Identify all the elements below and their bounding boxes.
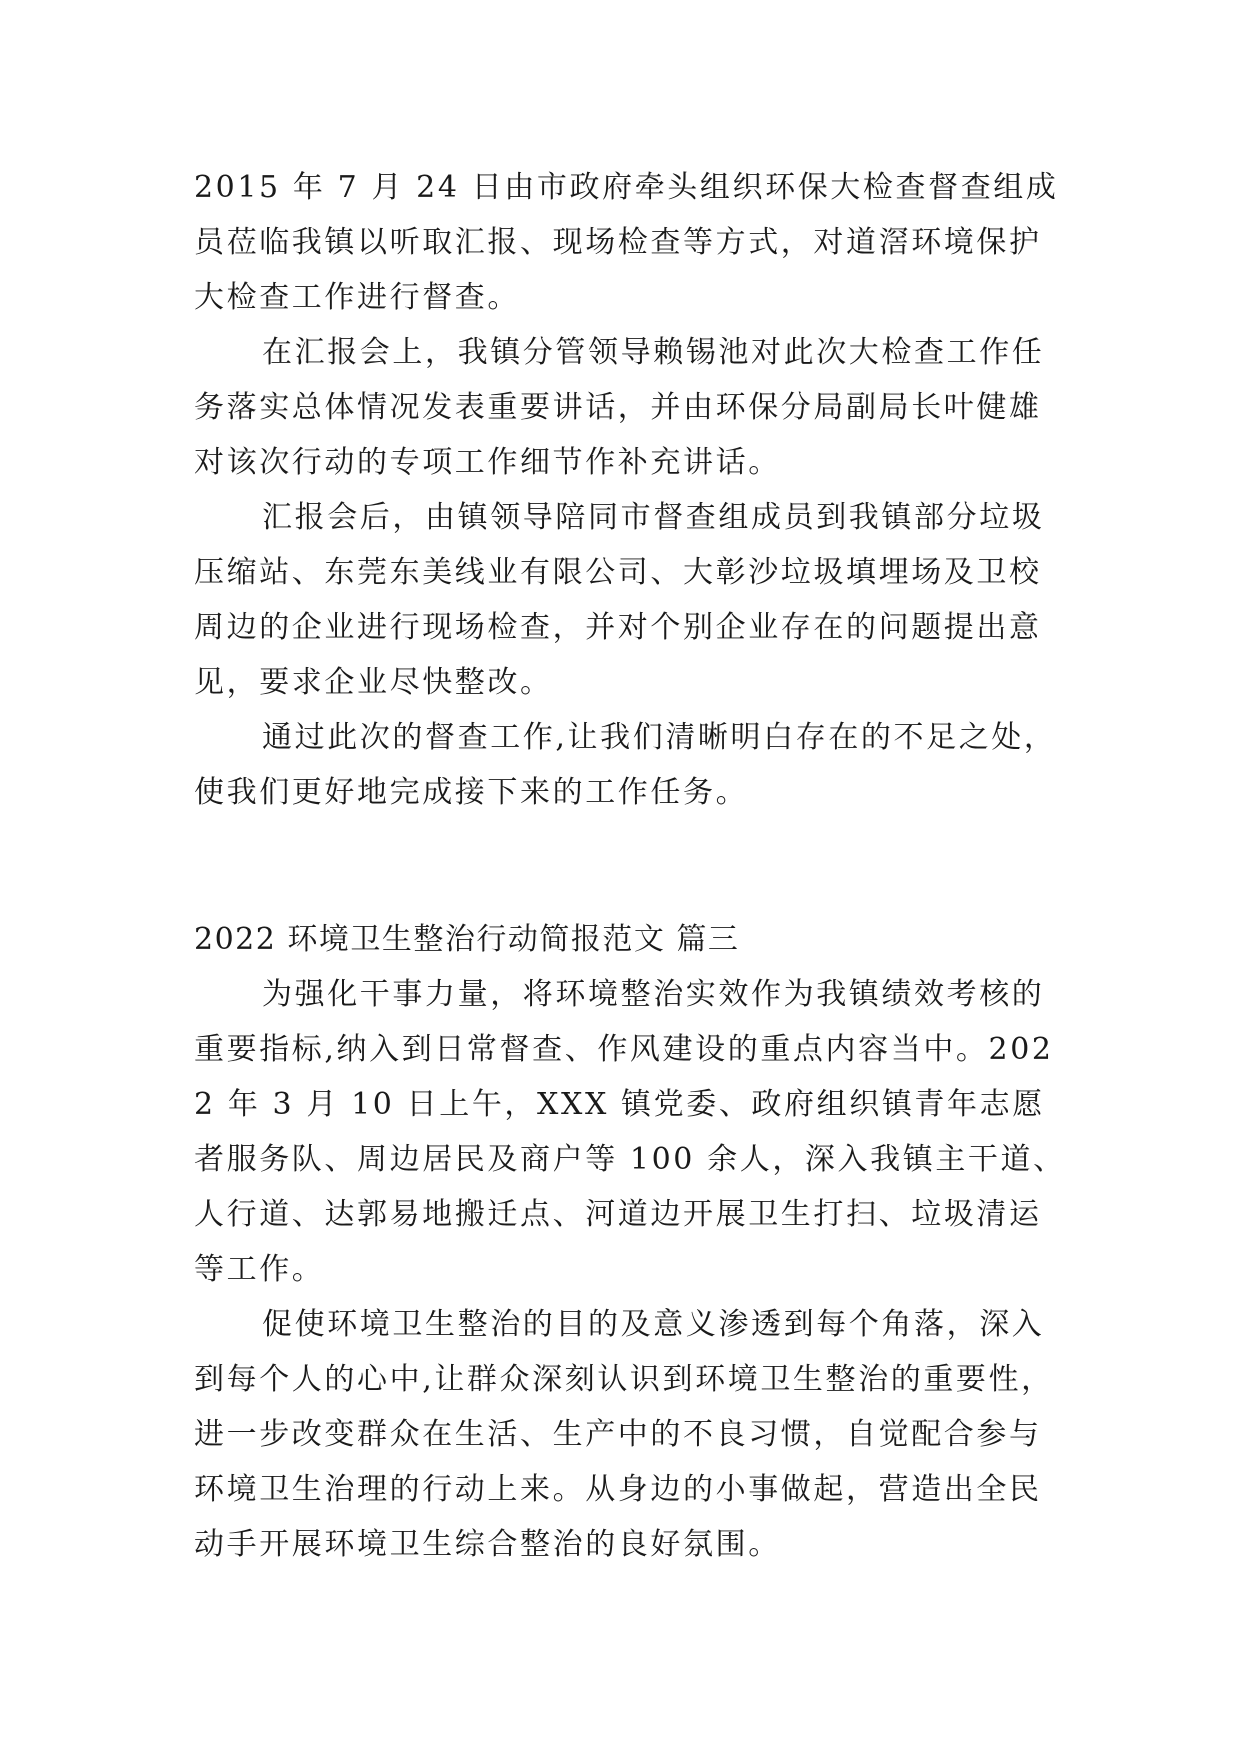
paragraph: 汇报会后，由镇领导陪同市督查组成员到我镇部分垃圾压缩站、东莞东美线业有限公司、大彰沙垃圾填埋场及卫校周边的企业进行现场检查，并对个别企业存在的问题提出意见，要求企业尽快整改。	[194, 500, 1045, 700]
paragraph: 促使环境卫生整治的目的及意义渗透到每个角落，深入到每个人的心中,让群众深刻认识到环境卫生整治的重要性，进一步改变群众在生活、生产中的不良习惯，自觉配合参与环境卫生治理的行动上来。从身边的小事做起，营造出全民动手开展环境卫生综合整治的良好氛围。	[194, 1307, 1054, 1562]
paragraph: 在汇报会上，我镇分管领导赖锡池对此次大检查工作任务落实总体情况发表重要讲话，并由环保分局副局长叶健雄对该次行动的专项工作细节作补充讲话。	[194, 335, 1045, 480]
section-1-body	[194, 160, 1069, 820]
paragraph: 为强化干事力量，将环境整治实效作为我镇绩效考核的重要指标,纳入到日常督查、作风建设的重点内容当中。2022 年 3 月 10 日上午，XXX 镇党委、政府组织镇青年志愿者服务队、周边居民及商户等 100 余人，深入我镇主干道、人行道、达郭易地搬迁点、河道边开展卫生打扫、垃圾清运等工作。	[194, 977, 1066, 1287]
paragraph: 通过此次的督查工作,让我们清晰明白存在的不足之处，使我们更好地完成接下来的工作任务。	[194, 720, 1057, 810]
paragraph: 2015 年 7 月 24 日由市政府牵头组织环保大检查督查组成员莅临我镇以听取汇报、现场检查等方式，对道滘环境保护大检查工作进行督查。	[194, 170, 1059, 315]
section-2-body	[194, 967, 1069, 1572]
section-heading: 2022 环境卫生整治行动简报范文 篇三	[194, 922, 740, 957]
